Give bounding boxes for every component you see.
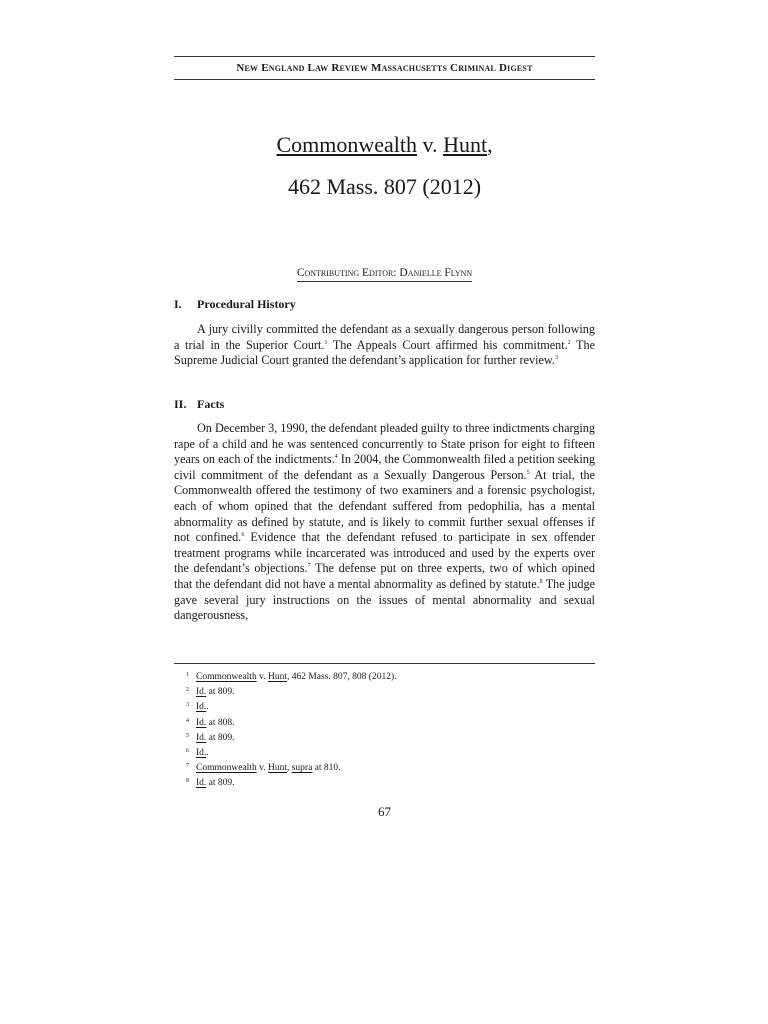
footnote-number: 8: [186, 778, 189, 785]
paragraph-procedural-history: [174, 322, 595, 369]
footnote-ref: 8: [539, 578, 543, 585]
footnote-number: 7: [186, 763, 189, 770]
text-run: Evidence that the defendant refused to participate in sex offender treatment programs while incarcerated was introduced and used by the experts over the defendant’s objections.: [174, 530, 596, 576]
footnote-text: v.: [256, 672, 268, 682]
footnote-item: [174, 746, 595, 761]
footnote-text: , 462 Mass. 807, 808 (2012).: [286, 672, 397, 682]
footnote-ref: 4: [334, 454, 338, 461]
footnote-ref: 5: [526, 469, 530, 476]
footnote-item: [174, 761, 595, 776]
page-number: 67: [378, 804, 391, 819]
footnote-number: 4: [186, 717, 189, 724]
case-party-1: Commonwealth: [276, 132, 417, 157]
case-versus: v.: [416, 132, 444, 157]
text-run: The Supreme Judicial Court granted the defendant’s application for further review.: [174, 337, 595, 368]
footnote-text: ,: [286, 763, 292, 774]
footnote-divider: [174, 663, 595, 664]
footnote-text: at 809.: [206, 687, 235, 698]
footnote-text: v.: [256, 763, 268, 774]
text-run: In 2004, the Commonwealth filed a petition seeking civil commitment of the defendant as a Sexually Dangerous Person.: [174, 452, 595, 482]
document-page: [174, 0, 595, 1024]
footnote-ref: 7: [307, 563, 311, 570]
footnote-number: 3: [186, 702, 189, 709]
footnote-ref: 3: [554, 355, 558, 362]
footnote-citation-underlined: Hunt: [267, 672, 287, 682]
footnote-text: .: [206, 748, 209, 759]
footnote-text: at 808.: [206, 717, 235, 728]
footnote-citation-underlined: Id.: [196, 687, 207, 698]
footnote-number: 5: [186, 732, 189, 739]
footnote-citation-underlined: Id.: [196, 702, 207, 713]
footnote-citation-underlined: Commonwealth: [196, 672, 257, 682]
text-run: The defense put on three experts, two of which opined that the defendant did not have a mental abnormality as defined by statute.: [174, 561, 595, 591]
footnote-list: [174, 670, 595, 792]
contributing-editor-text: Contributing Editor: Danielle Flynn: [297, 267, 472, 282]
footnote-citation-underlined: Id.: [196, 717, 207, 728]
footnote-citation-underlined: Id.: [196, 748, 207, 759]
text-run: At trial, the Commonwealth offered the testimony of two examiners and a forensic psychologist, each of whom opined that the defendant suffered from pedophilia, has a mental abnormality as defined by statute, and is likely to commit further sexual offenses if not confined.: [174, 467, 596, 545]
section-heading-facts: [174, 396, 224, 412]
case-citation: 462 Mass. 807 (2012): [287, 174, 482, 199]
footnote-number: 2: [186, 687, 189, 694]
footnote-text: .: [206, 702, 209, 713]
footnote-text: at 809.: [206, 778, 235, 789]
contributing-editor: [174, 264, 595, 282]
footnote-citation-underlined: Commonwealth: [196, 763, 257, 774]
footnote-number: 1: [186, 672, 189, 678]
footnote-item: [174, 731, 595, 746]
case-title: [174, 130, 595, 160]
case-party-2: Hunt: [443, 132, 488, 157]
footnote-citation-underlined: Id.: [196, 778, 207, 789]
footnote-item: [174, 700, 595, 715]
footnote-ref: 6: [241, 532, 245, 539]
footnote-item: [174, 685, 595, 700]
running-head: New England Law Review Massachusetts Criminal Digest: [174, 56, 595, 80]
footnote-item: [174, 776, 595, 791]
footnote-text: at 809.: [206, 732, 235, 743]
text-run: The judge gave several jury instructions on the issues of mental abnormality and sexual dangerousness,: [174, 576, 595, 623]
footnote-ref: 2: [567, 339, 571, 346]
text-run: The Appeals Court affirmed his commitment.: [327, 337, 568, 352]
footnote-citation-underlined: Hunt: [267, 763, 287, 774]
section-title: Procedural History: [197, 297, 296, 311]
section-number: I.: [174, 297, 182, 311]
footnote-text: at 810.: [312, 763, 341, 774]
section-number: II.: [174, 397, 187, 411]
footnote-item: [174, 716, 595, 731]
footnote-citation-underlined: Id.: [196, 732, 207, 743]
section-heading-procedural-history: [174, 296, 296, 312]
footnote-ref: 1: [324, 339, 328, 346]
footnote-citation-underlined: supra: [291, 763, 313, 774]
text-run: A jury civilly committed the defendant as a sexually dangerous person following a trial in the Superior Court.: [174, 322, 595, 352]
footnote-item: [174, 670, 595, 685]
text-run: On December 3, 1990, the defendant pleaded guilty to three indictments charging rape of a child and he was sentenced concurrently to State prison for eight to fifteen years on each of the indictments.: [174, 421, 595, 467]
case-title-comma: ,: [487, 132, 493, 157]
section-title: Facts: [197, 397, 225, 411]
footnote-number: 6: [186, 748, 189, 755]
paragraph-facts: [174, 421, 595, 624]
